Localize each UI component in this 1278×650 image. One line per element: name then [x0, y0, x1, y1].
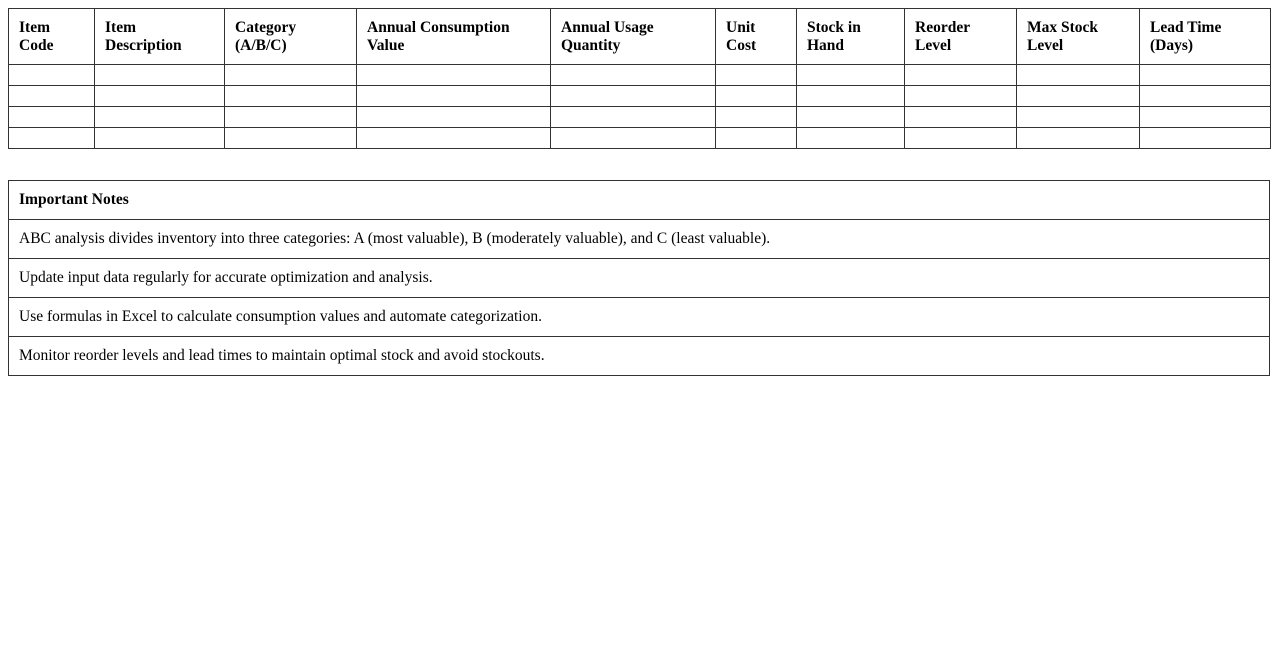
header-category: Category (A/B/C) [225, 9, 357, 65]
table-row [9, 65, 1271, 86]
notes-heading-row [9, 181, 1270, 220]
table-cell[interactable] [357, 128, 551, 149]
header-row [9, 9, 1271, 65]
note-row [9, 337, 1270, 376]
table-cell[interactable] [1017, 128, 1140, 149]
header-reorder-level: Reorder Level [905, 9, 1017, 65]
table-cell[interactable] [225, 65, 357, 86]
table-cell[interactable] [95, 128, 225, 149]
table-cell[interactable] [9, 86, 95, 107]
table-cell[interactable] [905, 128, 1017, 149]
notes-heading: Important Notes [9, 181, 1270, 220]
notes-table [8, 180, 1270, 376]
note-text: ABC analysis divides inventory into three categories: A (most valuable), B (moderately valuable), and C (least valuable). [9, 220, 1270, 259]
table-cell[interactable] [797, 86, 905, 107]
table-cell[interactable] [797, 128, 905, 149]
table-cell[interactable] [905, 86, 1017, 107]
table-cell[interactable] [9, 65, 95, 86]
table-cell[interactable] [225, 128, 357, 149]
table-cell[interactable] [905, 107, 1017, 128]
note-row [9, 220, 1270, 259]
table-cell[interactable] [551, 65, 716, 86]
table-cell[interactable] [1017, 86, 1140, 107]
table-cell[interactable] [225, 86, 357, 107]
table-cell[interactable] [1017, 107, 1140, 128]
header-unit-cost: Unit Cost [716, 9, 797, 65]
header-item-code: Item Code [9, 9, 95, 65]
inventory-table [8, 8, 1271, 149]
note-row [9, 259, 1270, 298]
table-cell[interactable] [1140, 65, 1271, 86]
table-row [9, 128, 1271, 149]
header-lead-time: Lead Time (Days) [1140, 9, 1271, 65]
table-cell[interactable] [551, 107, 716, 128]
note-row [9, 298, 1270, 337]
table-cell[interactable] [225, 107, 357, 128]
table-cell[interactable] [716, 65, 797, 86]
table-cell[interactable] [551, 86, 716, 107]
table-row [9, 107, 1271, 128]
table-cell[interactable] [716, 128, 797, 149]
table-cell[interactable] [905, 65, 1017, 86]
note-text: Monitor reorder levels and lead times to maintain optimal stock and avoid stockouts. [9, 337, 1270, 376]
table-cell[interactable] [357, 86, 551, 107]
header-stock-in-hand: Stock in Hand [797, 9, 905, 65]
table-cell[interactable] [95, 65, 225, 86]
table-cell[interactable] [797, 65, 905, 86]
table-cell[interactable] [716, 86, 797, 107]
table-cell[interactable] [357, 107, 551, 128]
table-cell[interactable] [95, 86, 225, 107]
note-text: Update input data regularly for accurate optimization and analysis. [9, 259, 1270, 298]
table-cell[interactable] [797, 107, 905, 128]
header-item-description: Item Description [95, 9, 225, 65]
table-cell[interactable] [551, 128, 716, 149]
table-cell[interactable] [1140, 128, 1271, 149]
table-cell[interactable] [716, 107, 797, 128]
table-cell[interactable] [9, 107, 95, 128]
header-annual-usage-quantity: Annual Usage Quantity [551, 9, 716, 65]
table-cell[interactable] [357, 65, 551, 86]
note-text: Use formulas in Excel to calculate consumption values and automate categorization. [9, 298, 1270, 337]
table-cell[interactable] [1140, 107, 1271, 128]
inventory-body [9, 65, 1271, 149]
table-cell[interactable] [9, 128, 95, 149]
table-cell[interactable] [1017, 65, 1140, 86]
header-annual-consumption-value: Annual Consumption Value [357, 9, 551, 65]
table-cell[interactable] [95, 107, 225, 128]
table-row [9, 86, 1271, 107]
table-cell[interactable] [1140, 86, 1271, 107]
header-max-stock-level: Max Stock Level [1017, 9, 1140, 65]
notes-body [9, 181, 1270, 376]
